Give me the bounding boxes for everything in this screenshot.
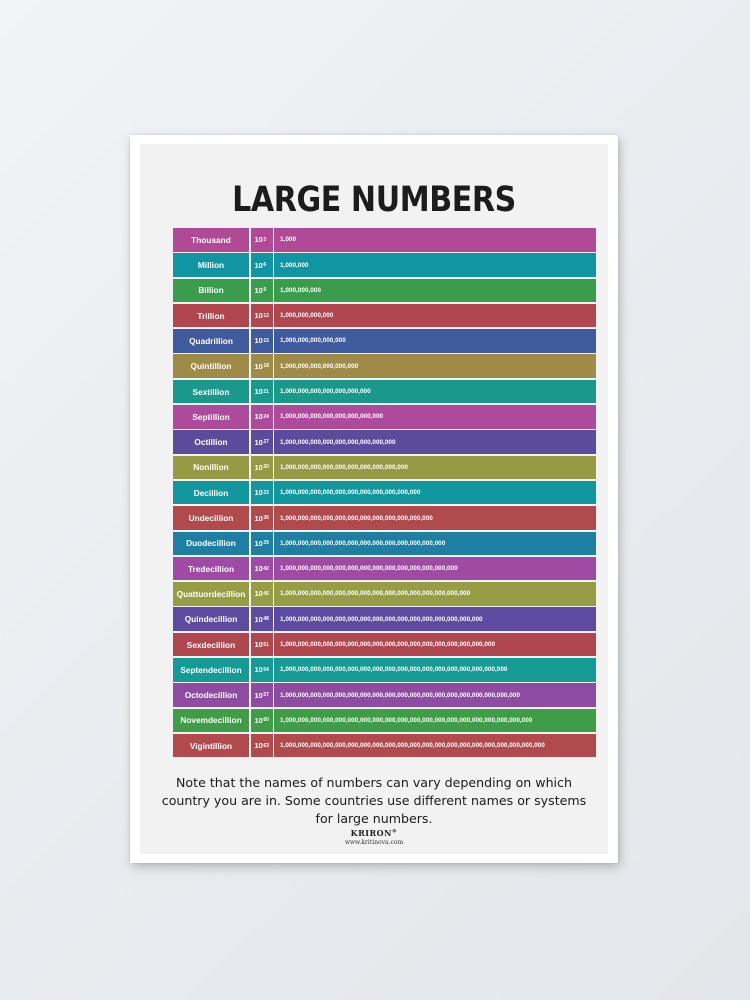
power-exponent: 39 bbox=[263, 540, 269, 547]
number-value: 1,000,000,000,000,000,000,000,000,000,000,000,000 bbox=[274, 506, 596, 530]
power-base: 10 bbox=[254, 235, 263, 245]
table-row bbox=[173, 532, 596, 556]
power-base: 10 bbox=[254, 538, 263, 548]
table-row bbox=[173, 633, 596, 657]
number-value: 1,000,000 bbox=[274, 253, 596, 277]
power-of-ten bbox=[251, 582, 273, 606]
number-value: 1,000,000,000,000,000,000,000 bbox=[274, 380, 596, 404]
number-name: Vigintillion bbox=[173, 734, 249, 758]
power-exponent: 9 bbox=[263, 287, 267, 294]
power-base: 10 bbox=[254, 564, 263, 574]
power-exponent: 63 bbox=[263, 742, 269, 749]
number-name: Quintillion bbox=[173, 354, 249, 378]
number-value: 1,000,000,000 bbox=[274, 279, 596, 303]
power-of-ten bbox=[251, 380, 273, 404]
power-of-ten bbox=[251, 405, 273, 429]
table-row bbox=[173, 557, 596, 581]
number-value: 1,000,000,000,000 bbox=[274, 304, 596, 328]
power-exponent: 27 bbox=[263, 439, 269, 446]
power-base: 10 bbox=[254, 640, 263, 649]
power-exponent: 12 bbox=[263, 312, 269, 319]
power-exponent: 33 bbox=[263, 489, 269, 496]
number-value: 1,000 bbox=[274, 228, 596, 252]
power-base: 10 bbox=[254, 741, 263, 751]
power-exponent: 60 bbox=[263, 717, 269, 724]
power-of-ten bbox=[251, 506, 273, 530]
number-name: Million bbox=[173, 253, 249, 277]
numbers-table bbox=[173, 228, 596, 759]
power-of-ten bbox=[251, 253, 273, 277]
power-exponent: 54 bbox=[263, 666, 269, 673]
number-value: 1,000,000,000,000,000,000,000,000,000,000,000,000,000,000,000,000,000 bbox=[274, 633, 596, 657]
brand-name bbox=[140, 828, 608, 838]
power-exponent: 30 bbox=[263, 464, 269, 471]
power-of-ten bbox=[251, 734, 273, 758]
table-row bbox=[173, 253, 596, 277]
power-exponent: 42 bbox=[263, 565, 269, 572]
number-value: 1,000,000,000,000,000,000,000,000,000 bbox=[274, 430, 596, 454]
power-base: 10 bbox=[254, 589, 263, 599]
number-name: Undecillion bbox=[173, 506, 249, 530]
power-base: 10 bbox=[254, 361, 263, 371]
power-base: 10 bbox=[254, 513, 263, 523]
power-of-ten bbox=[251, 607, 273, 631]
number-value: 1,000,000,000,000,000,000,000,000 bbox=[274, 405, 596, 429]
power-exponent: 24 bbox=[263, 413, 269, 420]
number-value: 1,000,000,000,000,000,000,000,000,000,000,000,000,000,000,000,000 bbox=[274, 607, 596, 631]
power-of-ten bbox=[251, 709, 273, 733]
power-exponent: 57 bbox=[263, 692, 269, 699]
power-base: 10 bbox=[254, 311, 263, 321]
number-value: 1,000,000,000,000,000,000,000,000,000,000,000,000,000,000 bbox=[274, 557, 596, 581]
power-base: 10 bbox=[254, 336, 263, 346]
power-of-ten bbox=[251, 683, 273, 707]
number-name: Tredecillion bbox=[173, 557, 249, 581]
power-base: 10 bbox=[254, 260, 263, 270]
number-name: Quattuordecillion bbox=[173, 582, 249, 606]
number-name: Septillion bbox=[173, 405, 249, 429]
number-name: Billion bbox=[173, 279, 249, 303]
power-exponent: 36 bbox=[263, 515, 269, 522]
number-name: Nonillion bbox=[173, 456, 249, 480]
table-row bbox=[173, 228, 596, 252]
power-exponent: 48 bbox=[263, 616, 269, 623]
number-value: 1,000,000,000,000,000,000,000,000,000,000,000,000,000,000,000,000,000,000,000,000 bbox=[274, 709, 596, 733]
brand bbox=[140, 828, 608, 846]
power-exponent: 21 bbox=[263, 388, 269, 395]
brand-registered-mark: ® bbox=[391, 828, 398, 835]
number-value: 1,000,000,000,000,000 bbox=[274, 329, 596, 353]
number-name: Octodecillion bbox=[173, 683, 249, 707]
power-base: 10 bbox=[254, 690, 263, 700]
number-value: 1,000,000,000,000,000,000 bbox=[274, 354, 596, 378]
table-row bbox=[173, 658, 596, 682]
number-name: Sexdecillion bbox=[173, 633, 249, 657]
power-base: 10 bbox=[254, 488, 263, 498]
power-exponent: 51 bbox=[263, 641, 269, 648]
poster-title: LARGE NUMBERS bbox=[232, 180, 516, 220]
table-row bbox=[173, 582, 596, 606]
table-row bbox=[173, 709, 596, 733]
power-base: 10 bbox=[254, 412, 263, 422]
number-name: Octillion bbox=[173, 430, 249, 454]
power-exponent: 18 bbox=[263, 363, 269, 370]
table-row bbox=[173, 683, 596, 707]
power-base: 10 bbox=[254, 437, 263, 447]
poster-sheet bbox=[140, 144, 608, 854]
number-value: 1,000,000,000,000,000,000,000,000,000,000,000,000,000,000,000,000,000,000,000,000,000 bbox=[274, 734, 596, 758]
table-row bbox=[173, 430, 596, 454]
power-of-ten bbox=[251, 279, 273, 303]
table-row bbox=[173, 304, 596, 328]
number-value: 1,000,000,000,000,000,000,000,000,000,000,000,000,000,000,000,000,000,000 bbox=[274, 658, 596, 682]
power-exponent: 45 bbox=[263, 590, 269, 597]
table-row bbox=[173, 506, 596, 530]
number-name: Quindecillion bbox=[173, 607, 249, 631]
number-name: Quadrillion bbox=[173, 329, 249, 353]
table-row bbox=[173, 354, 596, 378]
power-of-ten bbox=[251, 430, 273, 454]
power-of-ten bbox=[251, 456, 273, 480]
number-name: Thousand bbox=[173, 228, 249, 252]
table-row bbox=[173, 380, 596, 404]
power-of-ten bbox=[251, 354, 273, 378]
brand-name-text: KRIRON bbox=[350, 828, 392, 838]
power-of-ten bbox=[251, 557, 273, 581]
power-base: 10 bbox=[254, 285, 263, 295]
number-value: 1,000,000,000,000,000,000,000,000,000,000,000 bbox=[274, 481, 596, 505]
table-row bbox=[173, 481, 596, 505]
poster-note: Note that the names of numbers can vary depending on which country you are in. Some countries use different names or systems for large numbers. bbox=[161, 775, 587, 826]
power-exponent: 15 bbox=[263, 337, 269, 344]
power-exponent: 3 bbox=[263, 236, 267, 243]
poster bbox=[130, 135, 618, 863]
table-row bbox=[173, 405, 596, 429]
power-base: 10 bbox=[254, 462, 263, 472]
number-name: Sextillion bbox=[173, 380, 249, 404]
number-name: Trillion bbox=[173, 304, 249, 328]
power-of-ten bbox=[251, 658, 273, 682]
power-base: 10 bbox=[254, 387, 263, 397]
table-row bbox=[173, 607, 596, 631]
power-of-ten bbox=[251, 304, 273, 328]
table-row bbox=[173, 329, 596, 353]
number-name: Decillion bbox=[173, 481, 249, 505]
power-base: 10 bbox=[254, 715, 263, 725]
brand-url: www.kritinova.com bbox=[344, 839, 404, 846]
table-row bbox=[173, 279, 596, 303]
power-of-ten bbox=[251, 532, 273, 556]
power-of-ten bbox=[251, 633, 273, 657]
number-value: 1,000,000,000,000,000,000,000,000,000,000,000,000,000,000,000 bbox=[274, 582, 596, 606]
table-row bbox=[173, 456, 596, 480]
number-value: 1,000,000,000,000,000,000,000,000,000,000,000,000,000 bbox=[274, 532, 596, 556]
power-of-ten bbox=[251, 481, 273, 505]
power-of-ten bbox=[251, 329, 273, 353]
power-exponent: 6 bbox=[263, 262, 267, 269]
number-name: Duodecillion bbox=[173, 532, 249, 556]
power-base: 10 bbox=[254, 614, 263, 624]
number-value: 1,000,000,000,000,000,000,000,000,000,000 bbox=[274, 456, 596, 480]
number-name: Septendecillion bbox=[173, 658, 249, 682]
number-name: Novemdecillion bbox=[173, 709, 249, 733]
power-of-ten bbox=[251, 228, 273, 252]
number-value: 1,000,000,000,000,000,000,000,000,000,000,000,000,000,000,000,000,000,000,000 bbox=[274, 683, 596, 707]
table-row bbox=[173, 734, 596, 758]
power-base: 10 bbox=[254, 665, 263, 675]
